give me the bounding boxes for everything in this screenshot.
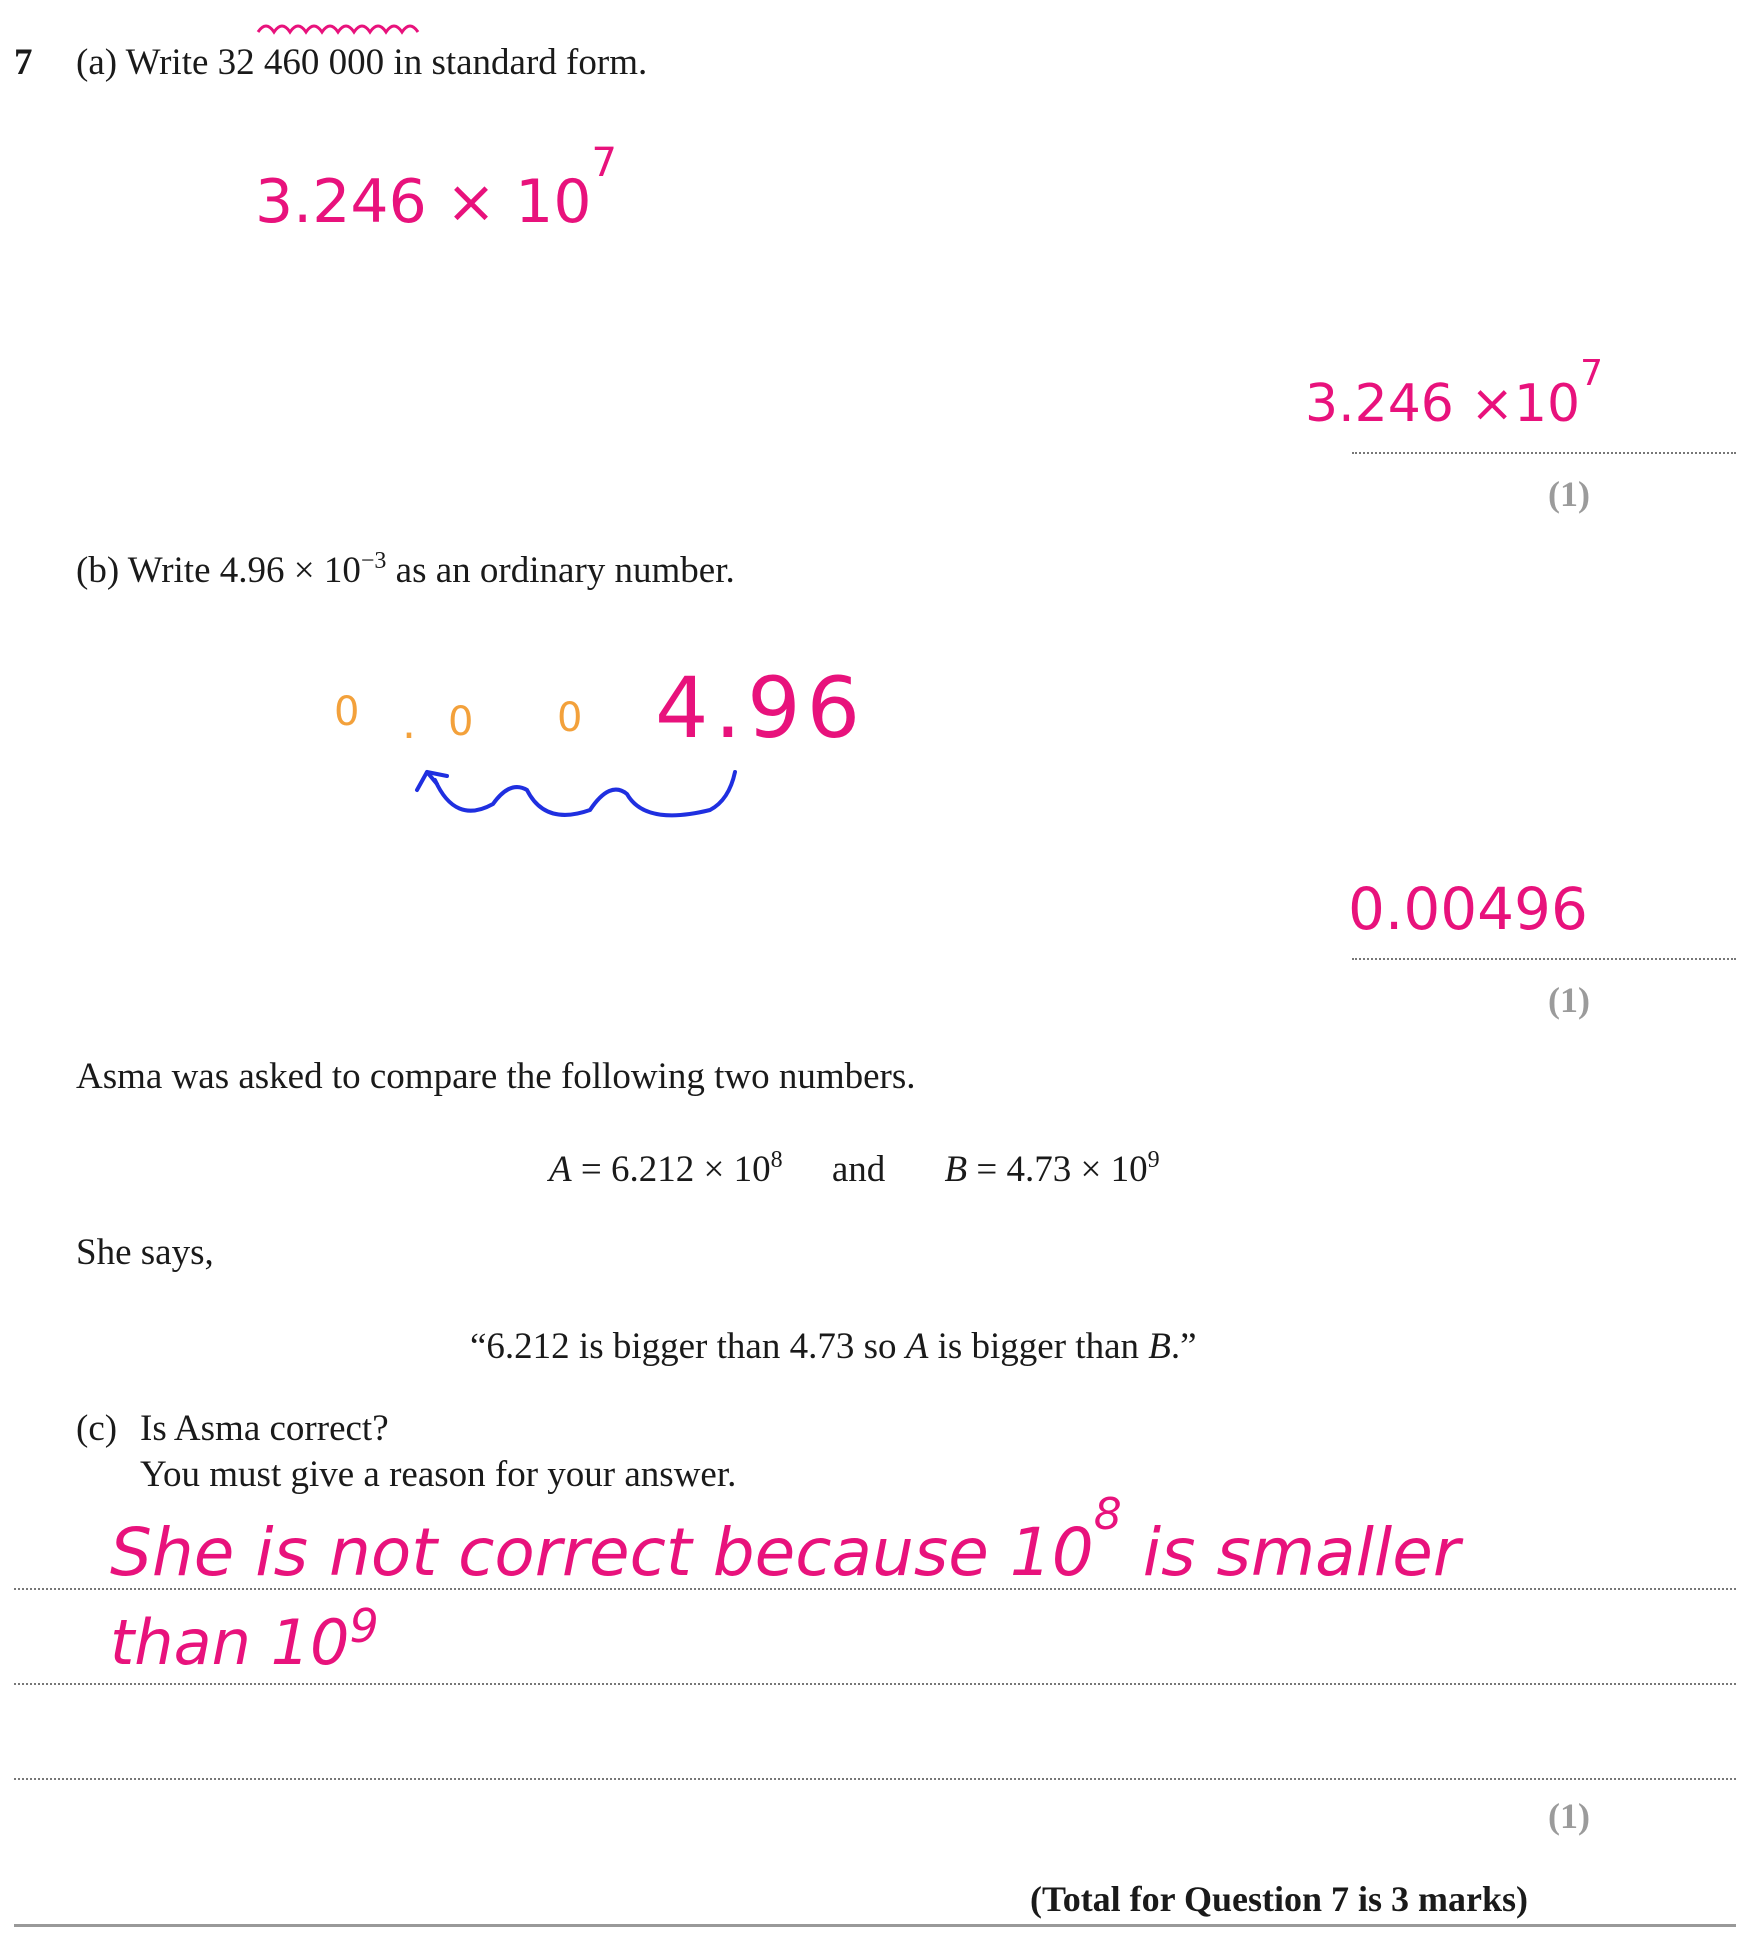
asma-quote xyxy=(470,1328,1197,1365)
comparison-equation xyxy=(549,1147,1160,1190)
part-b-text-after: as an ordinary number. xyxy=(395,550,735,591)
part-c-answer-text-a: She is not correct because 10 xyxy=(110,1514,1094,1591)
part-b-working-digits: 4.96 xyxy=(655,659,867,757)
part-a-working-exponent: 7 xyxy=(591,140,617,186)
part-a-prompt xyxy=(76,44,647,81)
part-a-answer-exponent: 7 xyxy=(1580,353,1604,394)
part-c-answer-line-3-rule[interactable] xyxy=(14,1778,1736,1780)
part-c-answer-line-2 xyxy=(110,1599,379,1679)
part-a-label: (a) xyxy=(76,42,118,83)
she-says: She says, xyxy=(76,1232,214,1273)
part-c-label: (c) xyxy=(76,1408,118,1449)
part-c-line-1: Is Asma correct? xyxy=(140,1408,389,1449)
part-a-answer-line[interactable] xyxy=(1352,452,1736,454)
part-b-working-point: . xyxy=(402,698,416,749)
part-c-answer-exponent-9: 9 xyxy=(349,1599,379,1653)
quote-part-1: “6.212 is bigger than 4.73 so xyxy=(470,1326,906,1367)
part-b-working-zero-1: 0 xyxy=(334,689,360,735)
part-a-working xyxy=(255,140,617,237)
variable-a: A xyxy=(549,1149,572,1190)
part-a-working-base: 3.246 × 10 xyxy=(255,167,592,237)
part-b-marks: (1) xyxy=(1548,980,1590,1020)
part-a-marks: (1) xyxy=(1548,474,1590,514)
squiggle-annotation xyxy=(256,18,426,42)
equation-b-exponent: 9 xyxy=(1147,1147,1160,1173)
equation-a-value: = 6.212 × 10 xyxy=(571,1149,771,1190)
part-b-answer-line[interactable] xyxy=(1352,958,1736,960)
part-c-answer-text-c: than 10 xyxy=(110,1606,350,1679)
part-a-text-before: Write xyxy=(125,42,209,83)
part-c-answer-exponent-8: 8 xyxy=(1093,1489,1122,1540)
part-b-exponent: −3 xyxy=(360,548,387,574)
part-a-text-after: in standard form. xyxy=(393,42,648,83)
part-b-label: (b) xyxy=(76,550,120,591)
part-c-marks: (1) xyxy=(1548,1796,1590,1836)
part-a-number: 32 460 000 xyxy=(217,42,385,83)
asma-intro: Asma was asked to compare the following two numbers. xyxy=(76,1056,916,1097)
question-number: 7 xyxy=(14,42,33,83)
part-c-answer-line-1 xyxy=(110,1489,1460,1591)
question-total: (Total for Question 7 is 3 marks) xyxy=(1030,1879,1529,1919)
part-a-answer xyxy=(1305,353,1604,434)
part-c-answer-line-1-rule[interactable] xyxy=(14,1588,1736,1590)
quote-part-2: is bigger than xyxy=(928,1326,1149,1367)
part-c-answer-line-2-rule[interactable] xyxy=(14,1683,1736,1685)
part-b-working-zero-2: 0 xyxy=(448,699,474,745)
part-b-text-before: Write 4.96 × 10 xyxy=(127,550,361,591)
part-c-answer-text-b: is smaller xyxy=(1121,1514,1460,1591)
equation-a-exponent: 8 xyxy=(770,1147,783,1173)
quote-variable-a: A xyxy=(905,1326,929,1367)
part-c-line-2: You must give a reason for your answer. xyxy=(140,1454,737,1495)
part-a-answer-base: 3.246 ×10 xyxy=(1305,374,1581,434)
quote-variable-b: B xyxy=(1148,1326,1171,1367)
part-b-answer: 0.00496 xyxy=(1348,875,1588,943)
part-b-working-zero-3: 0 xyxy=(557,695,583,741)
question-bottom-rule xyxy=(14,1924,1736,1927)
part-b-prompt xyxy=(76,548,735,591)
variable-b: B xyxy=(944,1149,968,1190)
equation-b-value: = 4.73 × 10 xyxy=(967,1149,1148,1190)
equation-and: and xyxy=(831,1149,886,1190)
quote-part-3: .” xyxy=(1170,1326,1197,1367)
decimal-shift-arrow xyxy=(405,760,745,830)
